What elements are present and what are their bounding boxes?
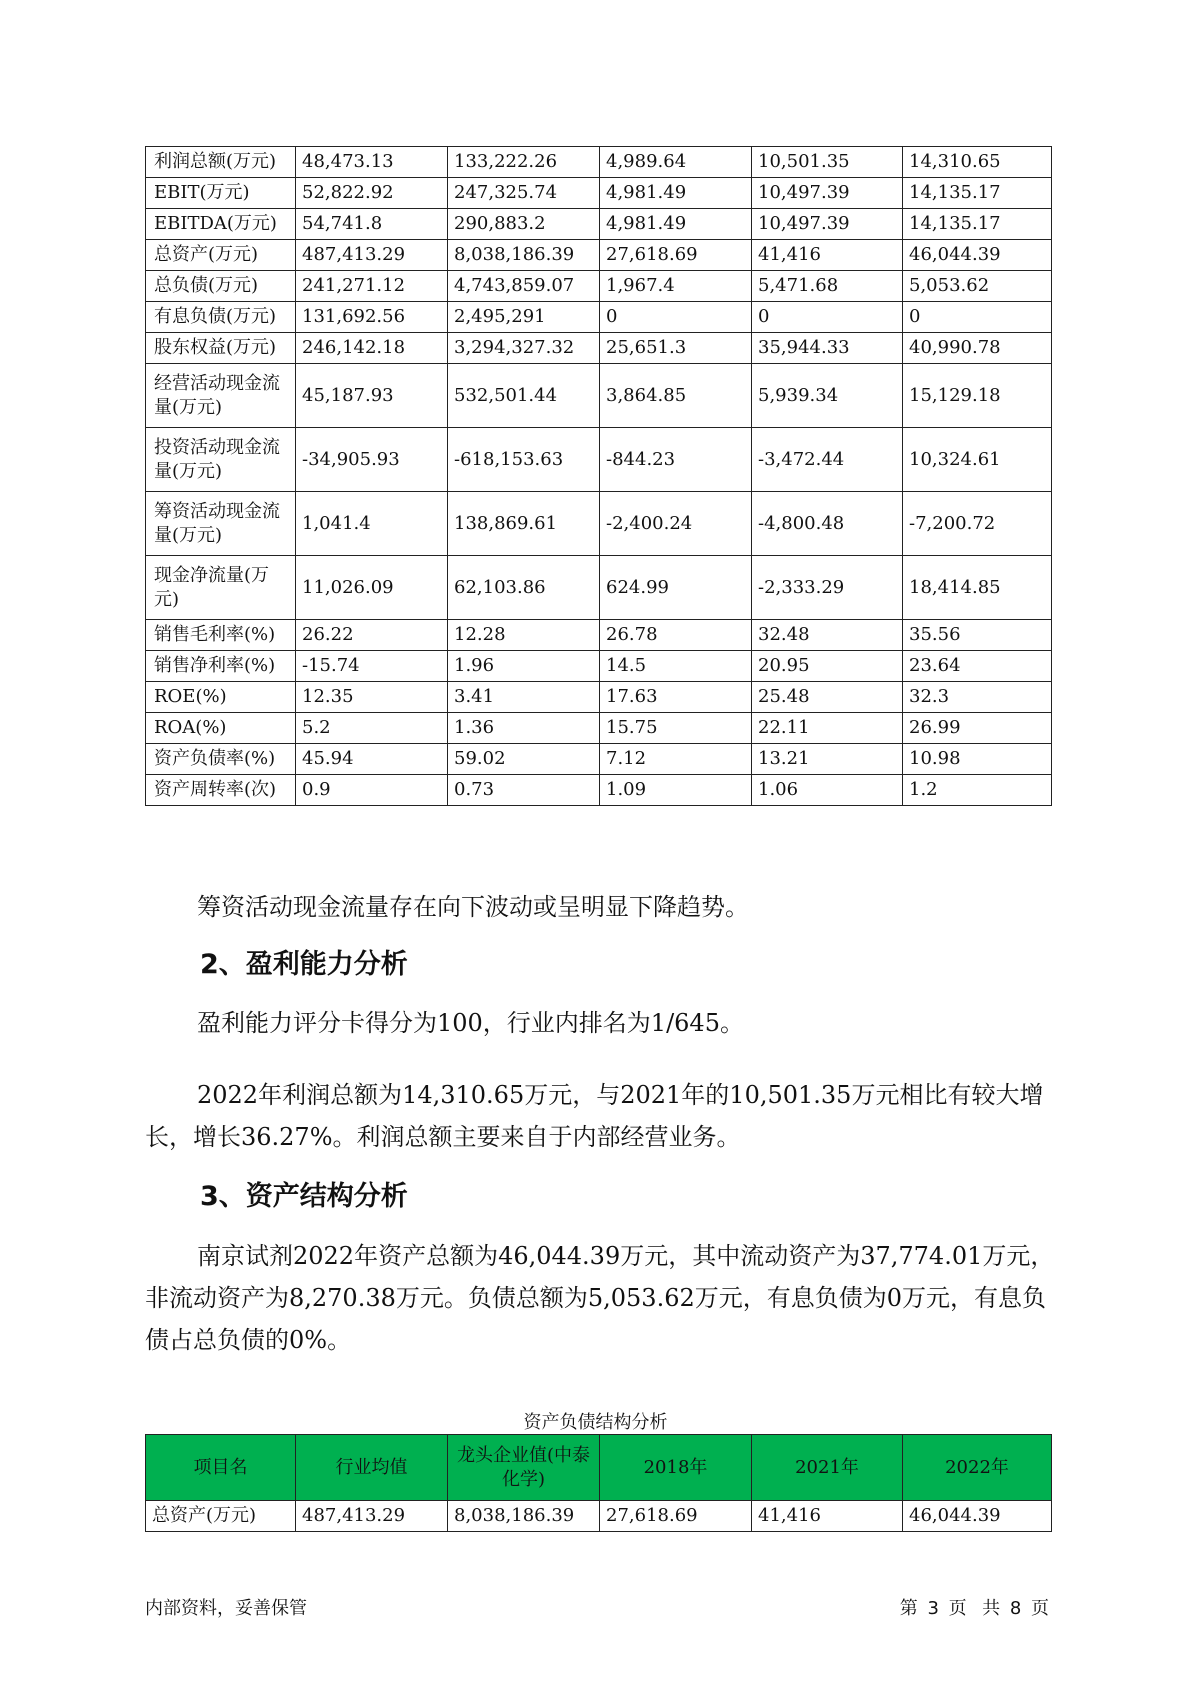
table-cell: 1.09 [600,775,752,806]
row-label: 现金净流量(万元) [146,556,296,620]
table-cell: 5,939.34 [752,364,903,428]
table-row [146,713,1052,744]
table-row [146,428,1052,492]
table-row [146,556,1052,620]
profit-detail-text: 2022年利润总额为14,310.65万元，与2021年的10,501.35万元相比有较大增长，增长36.27%。利润总额主要来自于内部经营业务。 [145,1081,1044,1151]
table-cell: 32.3 [903,682,1052,713]
table-cell: 2,495,291 [448,302,600,333]
table-cell: 1,967.4 [600,271,752,302]
total-label: 共 [982,1598,1001,1619]
column-header: 2022年 [903,1435,1052,1501]
profit-detail-paragraph [145,1074,1055,1158]
row-label: EBIT(万元) [146,178,296,209]
table-cell: 26.78 [600,620,752,651]
row-label: 总负债(万元) [146,271,296,302]
table-row [146,147,1052,178]
table-cell: 35,944.33 [752,333,903,364]
table-row [146,492,1052,556]
table-row [146,240,1052,271]
column-header: 2018年 [600,1435,752,1501]
table-cell: 26.22 [296,620,448,651]
table-cell: 41,416 [752,240,903,271]
table-cell: 1.96 [448,651,600,682]
financing-note-text: 筹资活动现金流量存在向下波动或呈明显下降趋势。 [197,893,749,921]
table-cell: 41,416 [752,1501,903,1532]
column-header: 2021年 [752,1435,903,1501]
row-label: 投资活动现金流量(万元) [146,428,296,492]
table-cell: 26.99 [903,713,1052,744]
table-row [146,364,1052,428]
table-row [146,302,1052,333]
table-cell: 3.41 [448,682,600,713]
table-cell: 1,041.4 [296,492,448,556]
profit-score-text: 盈利能力评分卡得分为100，行业内排名为1/645。 [197,1009,744,1037]
table-row [146,1501,1052,1532]
table-cell: 17.63 [600,682,752,713]
table-cell: 40,990.78 [903,333,1052,364]
row-label: ROE(%) [146,682,296,713]
row-label: EBITDA(万元) [146,209,296,240]
column-header: 龙头企业值(中泰化学) [448,1435,600,1501]
total-unit: 页 [1031,1598,1049,1619]
table-cell: 247,325.74 [448,178,600,209]
table-cell: 45.94 [296,744,448,775]
table-row [146,620,1052,651]
table-cell: 1.2 [903,775,1052,806]
page-label: 第 [899,1598,918,1619]
table-cell: 10.98 [903,744,1052,775]
page-total: 8 [1009,1598,1022,1619]
table-cell: 10,497.39 [752,209,903,240]
section-heading-profitability: 2、盈利能力分析 [200,949,408,980]
balance-structure-table [145,1434,1052,1532]
table-cell: 20.95 [752,651,903,682]
table-cell: 52,822.92 [296,178,448,209]
table-cell: -4,800.48 [752,492,903,556]
row-label: 经营活动现金流量(万元) [146,364,296,428]
row-label: 股东权益(万元) [146,333,296,364]
table-row [146,209,1052,240]
table-cell: 48,473.13 [296,147,448,178]
table-row [146,271,1052,302]
table-cell: 3,294,327.32 [448,333,600,364]
table-cell: 13.21 [752,744,903,775]
table-cell: 290,883.2 [448,209,600,240]
table-cell: 14,135.17 [903,178,1052,209]
table-cell: 54,741.8 [296,209,448,240]
confidential-notice: 内部资料，妥善保管 [145,1598,307,1619]
table-row [146,775,1052,806]
table-cell: 4,989.64 [600,147,752,178]
row-label: 资产负债率(%) [146,744,296,775]
table-cell: 131,692.56 [296,302,448,333]
table-cell: 46,044.39 [903,240,1052,271]
table-row [146,682,1052,713]
table-row [146,651,1052,682]
table-cell: 8,038,186.39 [448,240,600,271]
table-cell: 1.06 [752,775,903,806]
table-cell: 0 [903,302,1052,333]
table-cell: 14.5 [600,651,752,682]
table-cell: 4,981.49 [600,178,752,209]
table-cell: 27,618.69 [600,1501,752,1532]
table-cell: -15.74 [296,651,448,682]
table-cell: 487,413.29 [296,240,448,271]
financing-note [145,886,1055,928]
table-row [146,178,1052,209]
page-number [898,1594,1051,1620]
table-cell: -844.23 [600,428,752,492]
table-cell: 10,497.39 [752,178,903,209]
table-cell: 35.56 [903,620,1052,651]
table-cell: -2,400.24 [600,492,752,556]
table-cell: 45,187.93 [296,364,448,428]
table-cell: 4,743,859.07 [448,271,600,302]
table-cell: 487,413.29 [296,1501,448,1532]
table-cell: 0 [600,302,752,333]
asset-detail-paragraph [145,1235,1055,1361]
table-cell: 59.02 [448,744,600,775]
table-header-row [146,1435,1052,1501]
table-cell: -3,472.44 [752,428,903,492]
row-label: 利润总额(万元) [146,147,296,178]
table-cell: 25.48 [752,682,903,713]
table-cell: 10,324.61 [903,428,1052,492]
row-label: 筹资活动现金流量(万元) [146,492,296,556]
table-cell: 12.28 [448,620,600,651]
row-label: 销售毛利率(%) [146,620,296,651]
table-cell: 532,501.44 [448,364,600,428]
table-cell: 22.11 [752,713,903,744]
table-cell: -7,200.72 [903,492,1052,556]
table-row [146,333,1052,364]
page-current: 3 [927,1598,939,1619]
table-cell: 8,038,186.39 [448,1501,600,1532]
row-label: 总资产(万元) [146,1501,296,1532]
table-cell: 46,044.39 [903,1501,1052,1532]
row-label: 销售净利率(%) [146,651,296,682]
table-cell: 15.75 [600,713,752,744]
table-cell: 3,864.85 [600,364,752,428]
table-cell: -34,905.93 [296,428,448,492]
table-cell: 4,981.49 [600,209,752,240]
profit-score-paragraph [145,1002,1055,1044]
table-cell: 0 [752,302,903,333]
table-cell: -2,333.29 [752,556,903,620]
table-caption: 资产负债结构分析 [523,1412,668,1433]
table-cell: 7.12 [600,744,752,775]
row-label: 有息负债(万元) [146,302,296,333]
table-cell: 1.36 [448,713,600,744]
financial-indicators-table [145,146,1052,806]
table-cell: 133,222.26 [448,147,600,178]
table-cell: 5.2 [296,713,448,744]
table-row [146,744,1052,775]
asset-detail-text: 南京试剂2022年资产总额为46,044.39万元，其中流动资产为37,774.01万元，非流动资产为8,270.38万元。负债总额为5,053.62万元，有息负债为0万元，有息负债占总负债的0%。 [145,1242,1055,1354]
table-cell: 25,651.3 [600,333,752,364]
table-cell: 62,103.86 [448,556,600,620]
table-cell: 5,053.62 [903,271,1052,302]
table-cell: 27,618.69 [600,240,752,271]
table-cell: 5,471.68 [752,271,903,302]
table-cell: 14,135.17 [903,209,1052,240]
table-cell: 18,414.85 [903,556,1052,620]
table-cell: -618,153.63 [448,428,600,492]
section-heading-asset-structure: 3、资产结构分析 [200,1181,408,1212]
table-cell: 0.9 [296,775,448,806]
table-cell: 241,271.12 [296,271,448,302]
table-cell: 23.64 [903,651,1052,682]
column-header: 行业均值 [296,1435,448,1501]
table-cell: 624.99 [600,556,752,620]
table-cell: 11,026.09 [296,556,448,620]
table-cell: 246,142.18 [296,333,448,364]
row-label: ROA(%) [146,713,296,744]
row-label: 资产周转率(次) [146,775,296,806]
table-cell: 15,129.18 [903,364,1052,428]
table-cell: 14,310.65 [903,147,1052,178]
page-unit: 页 [948,1598,967,1619]
table-cell: 0.73 [448,775,600,806]
column-header: 项目名 [146,1435,296,1501]
row-label: 总资产(万元) [146,240,296,271]
table-cell: 10,501.35 [752,147,903,178]
table-cell: 12.35 [296,682,448,713]
table-cell: 32.48 [752,620,903,651]
table-cell: 138,869.61 [448,492,600,556]
